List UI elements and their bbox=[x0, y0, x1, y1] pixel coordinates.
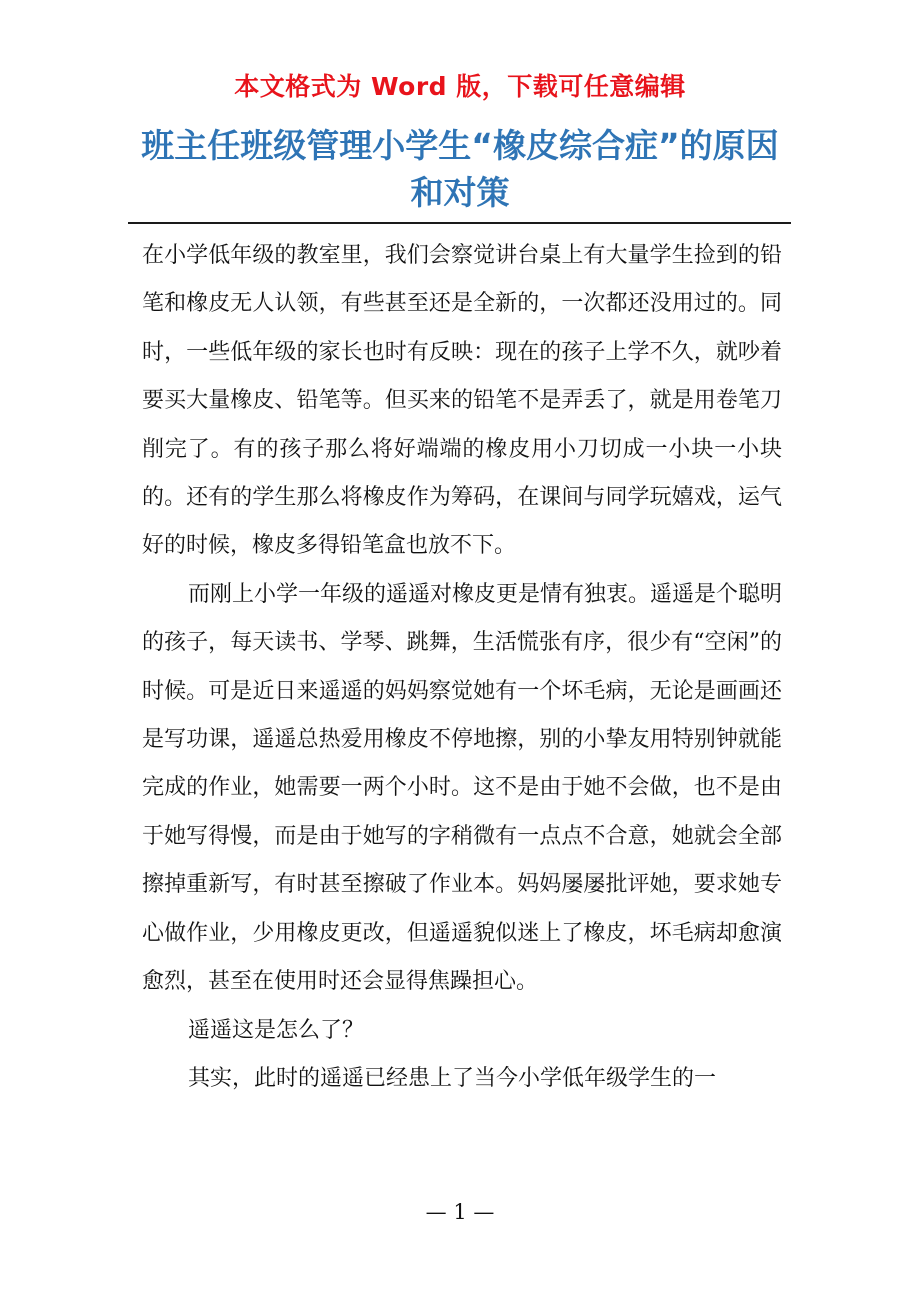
paragraph-3: 遥遥这是怎么了？ bbox=[188, 1017, 365, 1043]
download-banner: 本文格式为 Word 版，下载可任意编辑 bbox=[234, 72, 686, 101]
page-number: — 1 — bbox=[425, 1200, 495, 1224]
title-divider bbox=[128, 222, 791, 224]
paragraph-2: 而刚上小学一年级的遥遥对橡皮更是情有独衷。遥遥是个聪明的孩子，每天读书、学琴、跳舞，生活慌张有序，很少有“空闲”的时候。可是近日来遥遥的妈妈察觉她有一个坏毛病，无论是画画还是写功课，遥遥总热爱用橡皮不停地擦，别的小挚友用特别钟就能完成的作业，她需要一两个小时。这不是由于她不会做，也不是由于她写得慢，而是由于她写的字稍微有一点点不合意，她就会全部擦掉重新写，有时甚至擦破了作业本。妈妈屡屡批评她，要求她专心做作业，少用橡皮更改，但遥遥貌似迷上了橡皮，坏毛病却愈演愈烈，甚至在使用时还会显得焦躁担心。 bbox=[142, 581, 783, 995]
document-body bbox=[142, 232, 782, 1103]
paragraph-1: 在小学低年级的教室里，我们会察觉讲台桌上有大量学生捡到的铅笔和橡皮无人认领，有些甚至还是全新的，一次都还没用过的。同时，一些低年级的家长也时有反映：现在的孩子上学不久，就吵着要买大量橡皮、铅笔等。但买来的铅笔不是弄丢了，就是用卷笔刀削完了。有的孩子那么将好端端的橡皮用小刀切成一小块一小块的。还有的学生那么将橡皮作为筹码，在课间与同学玩嬉戏，运气好的时候，橡皮多得铅笔盒也放不下。 bbox=[142, 243, 782, 559]
paragraph-4: 其实，此时的遥遥已经患上了当今小学低年级学生的一 bbox=[188, 1065, 717, 1091]
document-title: 班主任班级管理小学生“橡皮综合症”的原因和对策 bbox=[141, 126, 779, 212]
